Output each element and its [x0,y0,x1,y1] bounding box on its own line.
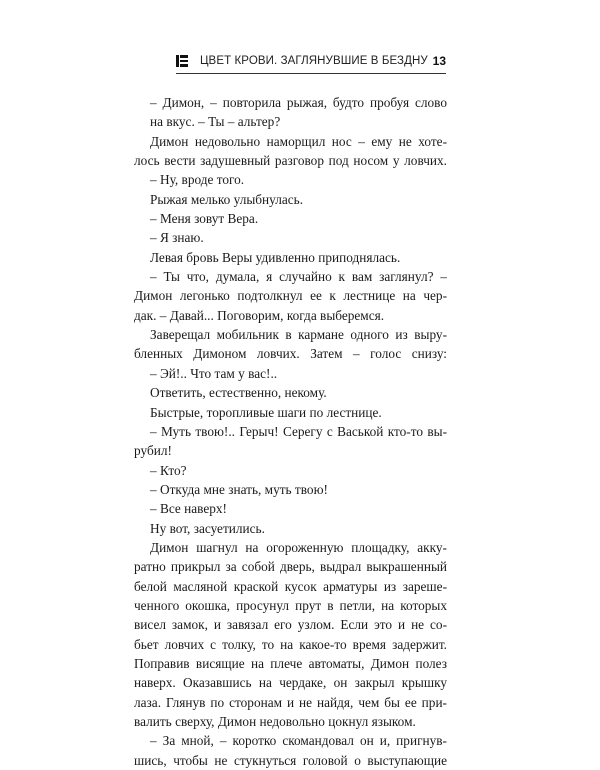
text-line: – Эй!.. Что там у вас!.. [150,365,278,381]
page-number: 13 [432,54,446,68]
text-line: Быстрые, торопливые шаги по лестнице. [150,404,382,420]
text-line: бьет ловчих с толку, то на какое-то время задержит. [134,636,447,652]
text-line: Ответить, естественно, некому. [150,385,327,401]
text-line: Димон легонько подтолкнул ее к лестнице на чер- [134,288,447,304]
text-line: дак. – Давай... Поговорим, когда выберемся. [134,307,385,323]
text-line: Заверещал мобильник в кармане одного из выру- [150,327,447,343]
text-line: – Ты что, думала, я случайно к вам заглянул? – [150,269,447,285]
text-line: на вкус. – Ты – альтер? [150,114,281,130]
text-line: бленных Димоном ловчих. Затем – голос снизу: [134,346,447,362]
text-line: белой масляной краской кусок арматуры из зареше- [134,578,447,594]
text-line: Левая бровь Веры удивленно приподнялась. [150,249,401,265]
text-line: – Я знаю. [150,230,204,246]
text-line: Димон шагнул на огороженную площадку, акку- [150,539,447,555]
text-line: валить сверху, Димон недовольно цокнул языком. [134,714,416,729]
text-line: наверх. Оказавшись на чердаке, он закрыл крышку [134,675,447,691]
text-line: рубил! [134,443,172,459]
publisher-logo-icon [176,55,186,67]
body-text [134,93,447,770]
text-line: Поправив висящие на плече автоматы, Димон полез [134,655,447,671]
text-line: – Все наверх! [150,501,227,517]
text-line: – Кто? [150,462,187,478]
text-line: лось вести задушевный разговор под носом у ловчих. [134,153,447,169]
text-line: – Ну, вроде того. [150,172,245,188]
text-line: шись, чтобы не стукнуться головой о выступающие [134,752,447,768]
text-line: – Димон, – повторила рыжая, будто пробуя слово [150,95,447,110]
text-line: ратно прикрыл за собой дверь, выдрал выкрашенный [134,559,447,575]
text-line: – За мной, – коротко скомандовал он и, пригнув- [150,733,447,749]
text-line: Димон недовольно наморщил нос – ему не хоте- [150,133,447,149]
header-divider [176,73,446,74]
text-line: висел замок, и завязал его узлом. Если это и не со- [134,617,447,633]
text-line: Ну вот, засуетились. [150,520,265,536]
text-line: ченного окошка, просунул прут в петли, на которых [134,597,447,613]
text-line: лаза. Глянув по сторонам и не найдя, чем бы ее при- [134,694,447,710]
running-header [176,51,446,71]
text-line: – Муть твою!.. Герыч! Серегу с Васькой кто-то вы- [150,423,447,439]
text-line: – Меня зовут Вера. [150,211,259,227]
running-header-title: ЦВЕТ КРОВИ. ЗАГЛЯНУВШИЕ В БЕЗДНУ [199,55,428,67]
text-line: Рыжая мелько улыбнулась. [150,191,304,207]
text-line: – Откуда мне знать, муть твою! [150,481,328,497]
